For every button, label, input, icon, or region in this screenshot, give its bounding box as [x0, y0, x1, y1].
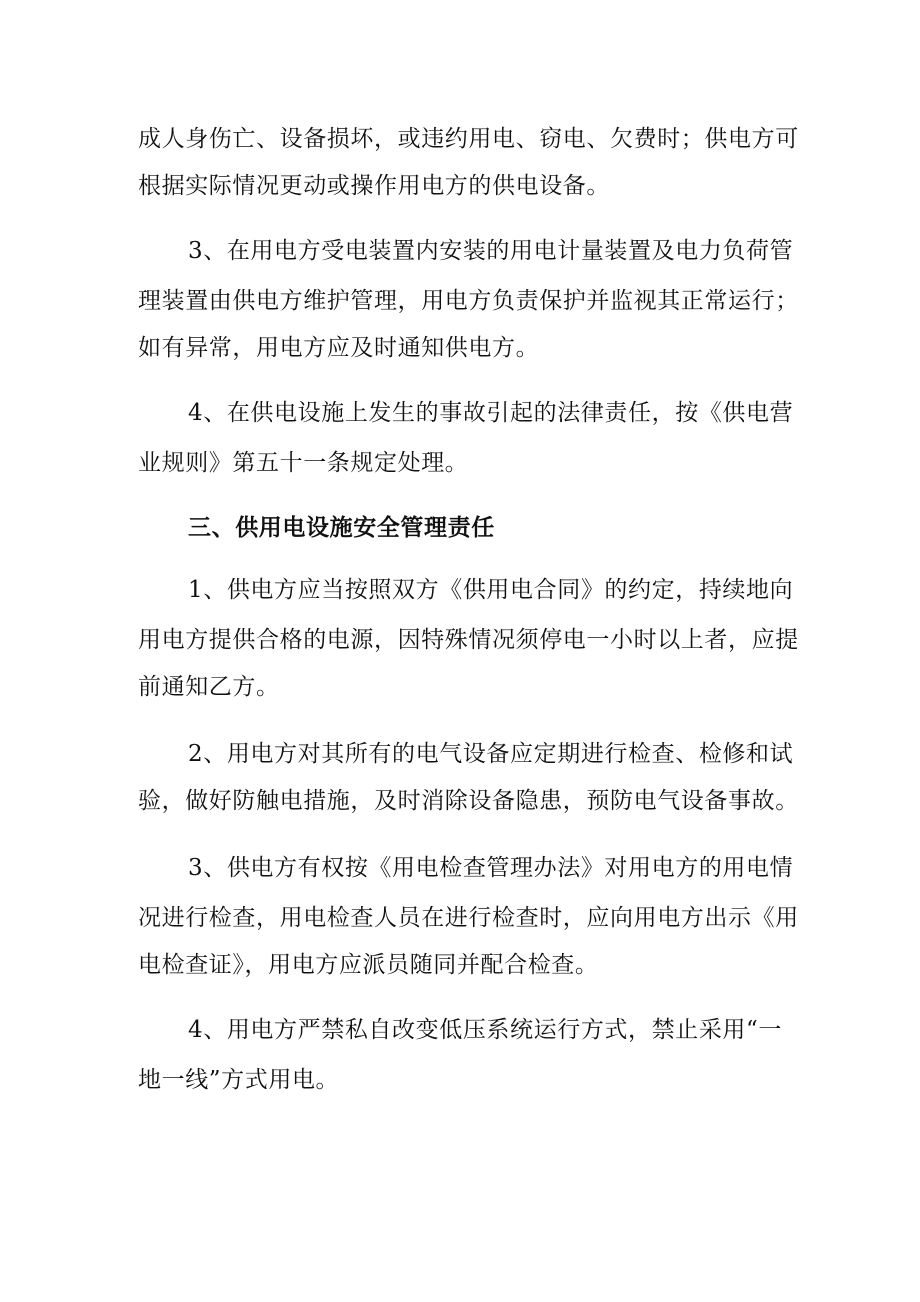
paragraph-line: 业规则》第五十一条规定处理。 — [138, 450, 469, 476]
paragraph-line: 地一线”方式用电。 — [138, 1067, 340, 1093]
paragraph-line: 1、供电方应当按照双方《供用电合同》的约定，持续地向 — [188, 577, 794, 603]
paragraph-line: 验，做好防触电措施，及时消除设备隐患，预防电气设备事故。 — [138, 788, 799, 814]
paragraph-line: 3、在用电方受电装置内安装的用电计量装置及电力负荷管 — [188, 238, 794, 264]
paragraph-line: 况进行检查，用电检查人员在进行检查时，应向用电方出示《用 — [138, 905, 799, 931]
paragraph-line: 电检查证》，用电方应派员随同并配合检查。 — [138, 952, 599, 978]
paragraph-line: 3、供电方有权按《用电检查管理办法》对用电方的用电情 — [188, 855, 794, 881]
paragraph-line: 4、用电方严禁私自改变低压系统运行方式，禁止采用“一 — [188, 1017, 782, 1043]
paragraph-line: 前通知乙方。 — [138, 674, 280, 700]
paragraph-line: 用电方提供合格的电源，因特殊情况须停电一小时以上者，应提 — [138, 627, 799, 653]
paragraph-line: 如有异常，用电方应及时通知供电方。 — [138, 335, 540, 361]
paragraph-line: 根据实际情况更动或操作用电方的供电设备。 — [138, 173, 610, 199]
paragraph-line: 4、在供电设施上发生的事故引起的法律责任，按《供电营 — [188, 400, 794, 426]
paragraph-line: 理装置由供电方维护管理，用电方负责保护并监视其正常运行； — [138, 288, 799, 314]
paragraph-line: 成人身伤亡、设备损坏，或违约用电、窃电、欠费时；供电方可 — [138, 126, 799, 152]
paragraph-line: 2、用电方对其所有的电气设备应定期进行检查、检修和试 — [188, 741, 794, 767]
section-heading: 三、供用电设施安全管理责任 — [188, 514, 495, 541]
